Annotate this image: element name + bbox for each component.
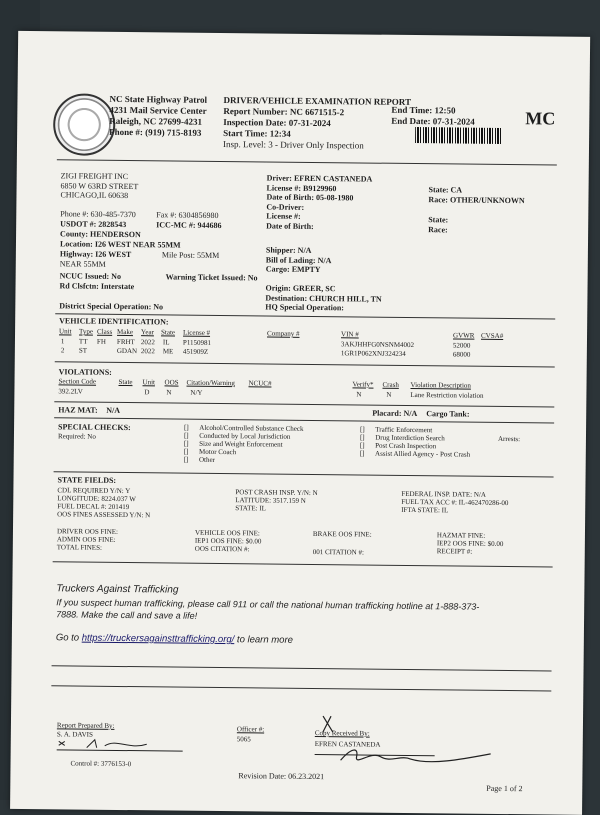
trafficking-link[interactable]: https://truckersagainsttrafficking.org/ (81, 632, 235, 646)
barcode-icon (415, 127, 501, 144)
location: Location: I26 WEST NEAR 55MM (59, 239, 181, 250)
vehicle-heading: VEHICLE IDENTIFICATION: (59, 316, 169, 327)
destination: Destination: CHURCH HILL, TN (265, 292, 382, 304)
special-checks-heading: SPECIAL CHECKS: (58, 422, 131, 433)
brake-oos-fine: BRAKE OOS FINE: (312, 529, 372, 539)
vio-h-crash: Crash (382, 380, 399, 389)
v2-license: 451909Z (182, 347, 209, 356)
iep1-oos-fine: IEP1 OOS FINE: $0.00 (194, 536, 262, 546)
vio-h-state: State (118, 377, 133, 387)
vh-class: Class (97, 327, 113, 336)
start-time: Start Time: 12:34 (223, 128, 291, 139)
revision-date: Revision Date: 06.23.2021 (238, 771, 325, 782)
copy-received-label: Copy Received By: (314, 729, 370, 738)
vh-make: Make (117, 327, 134, 337)
vh-license: License # (183, 328, 211, 337)
driver-state: State: CA (428, 185, 463, 195)
origin: Origin: GREER, SC (265, 283, 336, 294)
vh-company: Company # (267, 329, 300, 338)
vio-crash: N (386, 390, 392, 399)
v1-class: FH (96, 337, 106, 346)
carrier-street: 6850 W 63RD STREET (60, 180, 139, 191)
v2-state: ME (162, 347, 174, 356)
v2-vin: 1GR1P062XNJ324234 (340, 349, 406, 358)
check-item: [] Motor Coach (183, 447, 237, 457)
road-class: Rd Clsfctn: Interstate (59, 281, 135, 292)
inspection-level: Insp. Level: 3 - Driver Only Inspection (222, 139, 364, 151)
vehicle-oos-fine: VEHICLE OOS FINE: (194, 528, 260, 538)
check-item: [] Drug Interdiction Search (359, 433, 445, 443)
receipt: RECEIPT #: (436, 547, 473, 556)
hazmat-fine: HAZMAT FINE: (436, 531, 486, 540)
vio-h-unit: Unit (142, 378, 156, 387)
trafficking-title: Truckers Against Trafficking (56, 583, 179, 596)
bill-of-lading: Bill of Lading: N/A (265, 254, 332, 265)
v2-gvwr: 68000 (452, 350, 471, 359)
page-number: Page 1 of 2 (486, 783, 523, 794)
cargo: Cargo: EMPTY (265, 264, 321, 275)
co-driver-dob: Date of Birth: (266, 220, 314, 231)
v2-type: ST (78, 346, 88, 355)
v1-vin: 3AKJHHFG0NSNM4002 (340, 340, 415, 350)
shipper: Shipper: N/A (265, 245, 312, 255)
hazmat-value: N/A (106, 405, 121, 415)
check-item: [] Other (183, 455, 215, 464)
driver-license: License #: B9129960 (266, 182, 337, 193)
driver-oos-fine: DRIVER OOS FINE: (56, 527, 119, 536)
driver-race: Race: OTHER/UNKNOWN (428, 195, 525, 206)
end-time: End Time: 12:50 (391, 104, 456, 116)
v1-unit: 1 (60, 337, 65, 346)
latitude: LATITUDE: 3517.159 N (235, 496, 306, 505)
vio-h-oos: OOS (164, 378, 179, 387)
special-checks-left (184, 424, 304, 465)
officer-label: Officer #: (236, 725, 265, 734)
vio-h-citation: Citation/Warning (186, 378, 236, 388)
check-item: [] Traffic Enforcement (360, 425, 433, 435)
longitude: LONGITUDE: 8224.037 W (57, 494, 136, 504)
oos-fines-assessed: OOS FINES ASSESSED Y/N: N (57, 510, 151, 520)
officer-number: 5065 (236, 735, 251, 744)
state-fields-left (57, 486, 150, 519)
route-block (265, 283, 382, 313)
carrier-name: ZIGI FREIGHT INC (60, 171, 129, 182)
fines-col-2 (195, 529, 262, 554)
violations-heading: VIOLATIONS: (58, 367, 112, 377)
cargo-tank: Cargo Tank: (426, 409, 470, 419)
iep2-oos-fine: IEP2 OOS FINE: $0.00 (436, 539, 504, 548)
carrier-usdot: USDOT #: 2828543 (60, 219, 127, 230)
inspection-report-page (10, 31, 590, 815)
arrests: Arrests: (497, 434, 521, 444)
special-checks-right (360, 425, 471, 458)
ifta-state: IFTA STATE: IL (401, 505, 449, 515)
report-number: Report Number: NC 6671515-2 (223, 106, 345, 118)
mile-post: Mile Post: 55MM (161, 250, 220, 260)
special-required: Required: No (57, 432, 96, 441)
vh-cvsa: CVSA# (480, 331, 504, 340)
fuel-tax-account: FUEL TAX ACC #: IL-462470286-00 (401, 497, 509, 508)
fuel-decal: FUEL DECAL #: 201419 (57, 502, 130, 512)
vio-citation: N/Y (190, 388, 203, 397)
inspection-date: Inspection Date: 07-31-2024 (223, 117, 331, 129)
state-fields-mid (235, 488, 318, 513)
ncuc-issued: NCUC Issued: No (59, 271, 122, 281)
v1-gvwr: 52000 (452, 341, 471, 350)
prepared-by-name: S. A. DAVIS (56, 730, 93, 739)
check-item: [] Assist Allied Agency - Post Crash (359, 449, 471, 459)
vh-unit: Unit (59, 327, 72, 336)
vio-verify: N (356, 390, 362, 399)
fines-col-1 (57, 527, 118, 552)
oos-citation: OOS CITATION #: (194, 544, 250, 554)
carrier-city: CHICAGO,IL 60638 (60, 190, 129, 201)
vio-oos: N (166, 388, 172, 397)
v1-state: IL (162, 338, 170, 347)
check-item: [] Alcohol/Controlled Substance Check (184, 423, 304, 433)
vio-description: Lane Restriction violation (410, 391, 484, 400)
vh-state: State (161, 328, 176, 337)
v2-unit: 2 (60, 346, 65, 355)
carrier-phone: Phone #: 630-485-7370 (60, 209, 136, 220)
v2-year: 2022 (140, 347, 155, 356)
trafficking-goto: Go to https://truckersagainsttrafficking.org/ to learn more (55, 632, 293, 646)
agency-address-2: Raleigh, NC 27699-4231 (109, 115, 203, 127)
agency-address-1: 4231 Mail Service Center (109, 104, 207, 116)
v2-make: GDAN (116, 346, 138, 356)
mc-badge: MC (525, 108, 556, 129)
end-date: End Date: 07-31-2024 (391, 115, 475, 127)
state-field-state: STATE: IL (235, 504, 267, 513)
trafficking-line-1: If you suspect human trafficking, please call 911 or call the national human trafficking hotline at 1-888-373- (56, 597, 480, 612)
federal-insp-date: FEDERAL INSP. DATE: N/A (401, 489, 486, 499)
vio-h-section: Section Code (58, 377, 97, 386)
admin-oos-fine: ADMIN OOS FINE: (56, 535, 116, 544)
report-title: DRIVER/VEHICLE EXAMINATION REPORT (223, 95, 412, 107)
hazmat-label: HAZ MAT: (58, 405, 98, 415)
vh-year: Year (141, 328, 155, 337)
control-number: Control #: 3776153-0 (70, 759, 132, 769)
trafficking-line-2: 7888. Make the call and save a life! (56, 609, 198, 621)
co-driver-license: License #: (266, 211, 301, 221)
co-driver-state: State: (428, 215, 449, 225)
driver-dob: Date of Birth: 05-08-1980 (266, 192, 354, 203)
agency-phone: Phone #: (919) 715-8193 (109, 126, 202, 138)
vio-h-verify: Verify* (352, 380, 374, 389)
co-driver-race: Race: (428, 225, 448, 235)
driver-name: Driver: EFREN CASTANEDA (266, 173, 373, 184)
fines-col-4 (437, 531, 504, 556)
district-special-operation: District Special Operation: No (59, 301, 164, 312)
vio-unit: D (144, 388, 150, 397)
placard: Placard: N/A (372, 408, 418, 419)
cdl-required: CDL REQUIRED Y/N: Y (57, 486, 131, 496)
v1-make: FRHT (116, 337, 135, 347)
copy-received-name: EFREN CASTANEDA (314, 740, 381, 749)
prepared-by-label: Report Prepared By: (56, 721, 115, 730)
co-driver: Co-Driver: (266, 201, 305, 212)
carrier-block (60, 171, 138, 200)
near: NEAR 55MM (59, 259, 106, 269)
v1-type: TT (78, 337, 88, 346)
cargo-block (266, 245, 332, 274)
highway: Highway: I26 WEST (59, 249, 132, 260)
total-fines: TOTAL FINES: (56, 543, 102, 552)
check-item: [] Size and Weight Enforcement (183, 439, 283, 449)
state-seal-icon (53, 93, 116, 156)
warning-ticket: Warning Ticket Issued: No (165, 272, 258, 283)
check-item: [] Conducted by Local Jurisdiction (183, 431, 291, 441)
vh-gvwr: GVWR (452, 331, 475, 340)
vio-section: 392.2LV (58, 387, 83, 396)
state-fields-heading: STATE FIELDS: (57, 475, 117, 485)
hq-special-operation: HQ Special Operation: (265, 302, 345, 313)
post-crash: POST CRASH INSP. Y/N: N (235, 488, 318, 498)
check-item: [] Post Crash Inspection (359, 441, 437, 451)
driver-block (266, 173, 372, 231)
v1-license: P1150981 (182, 338, 212, 347)
carrier-icc: ICC-MC #: 944686 (156, 220, 222, 231)
agency-name: NC State Highway Patrol (109, 93, 208, 105)
county: County: HENDERSON (60, 229, 141, 240)
v1-year: 2022 (140, 338, 155, 347)
vio-h-description: Violation Description (410, 381, 471, 390)
vh-type: Type (79, 327, 94, 336)
carrier-fax: Fax #: 6304856980 (156, 210, 219, 220)
citation-001: 001 CITATION #: (312, 547, 364, 557)
vh-vin: VIN # (341, 330, 359, 339)
driver-signature-icon (310, 710, 501, 774)
vio-h-ncuc: NCUC# (248, 379, 272, 388)
state-fields-right (401, 490, 508, 515)
